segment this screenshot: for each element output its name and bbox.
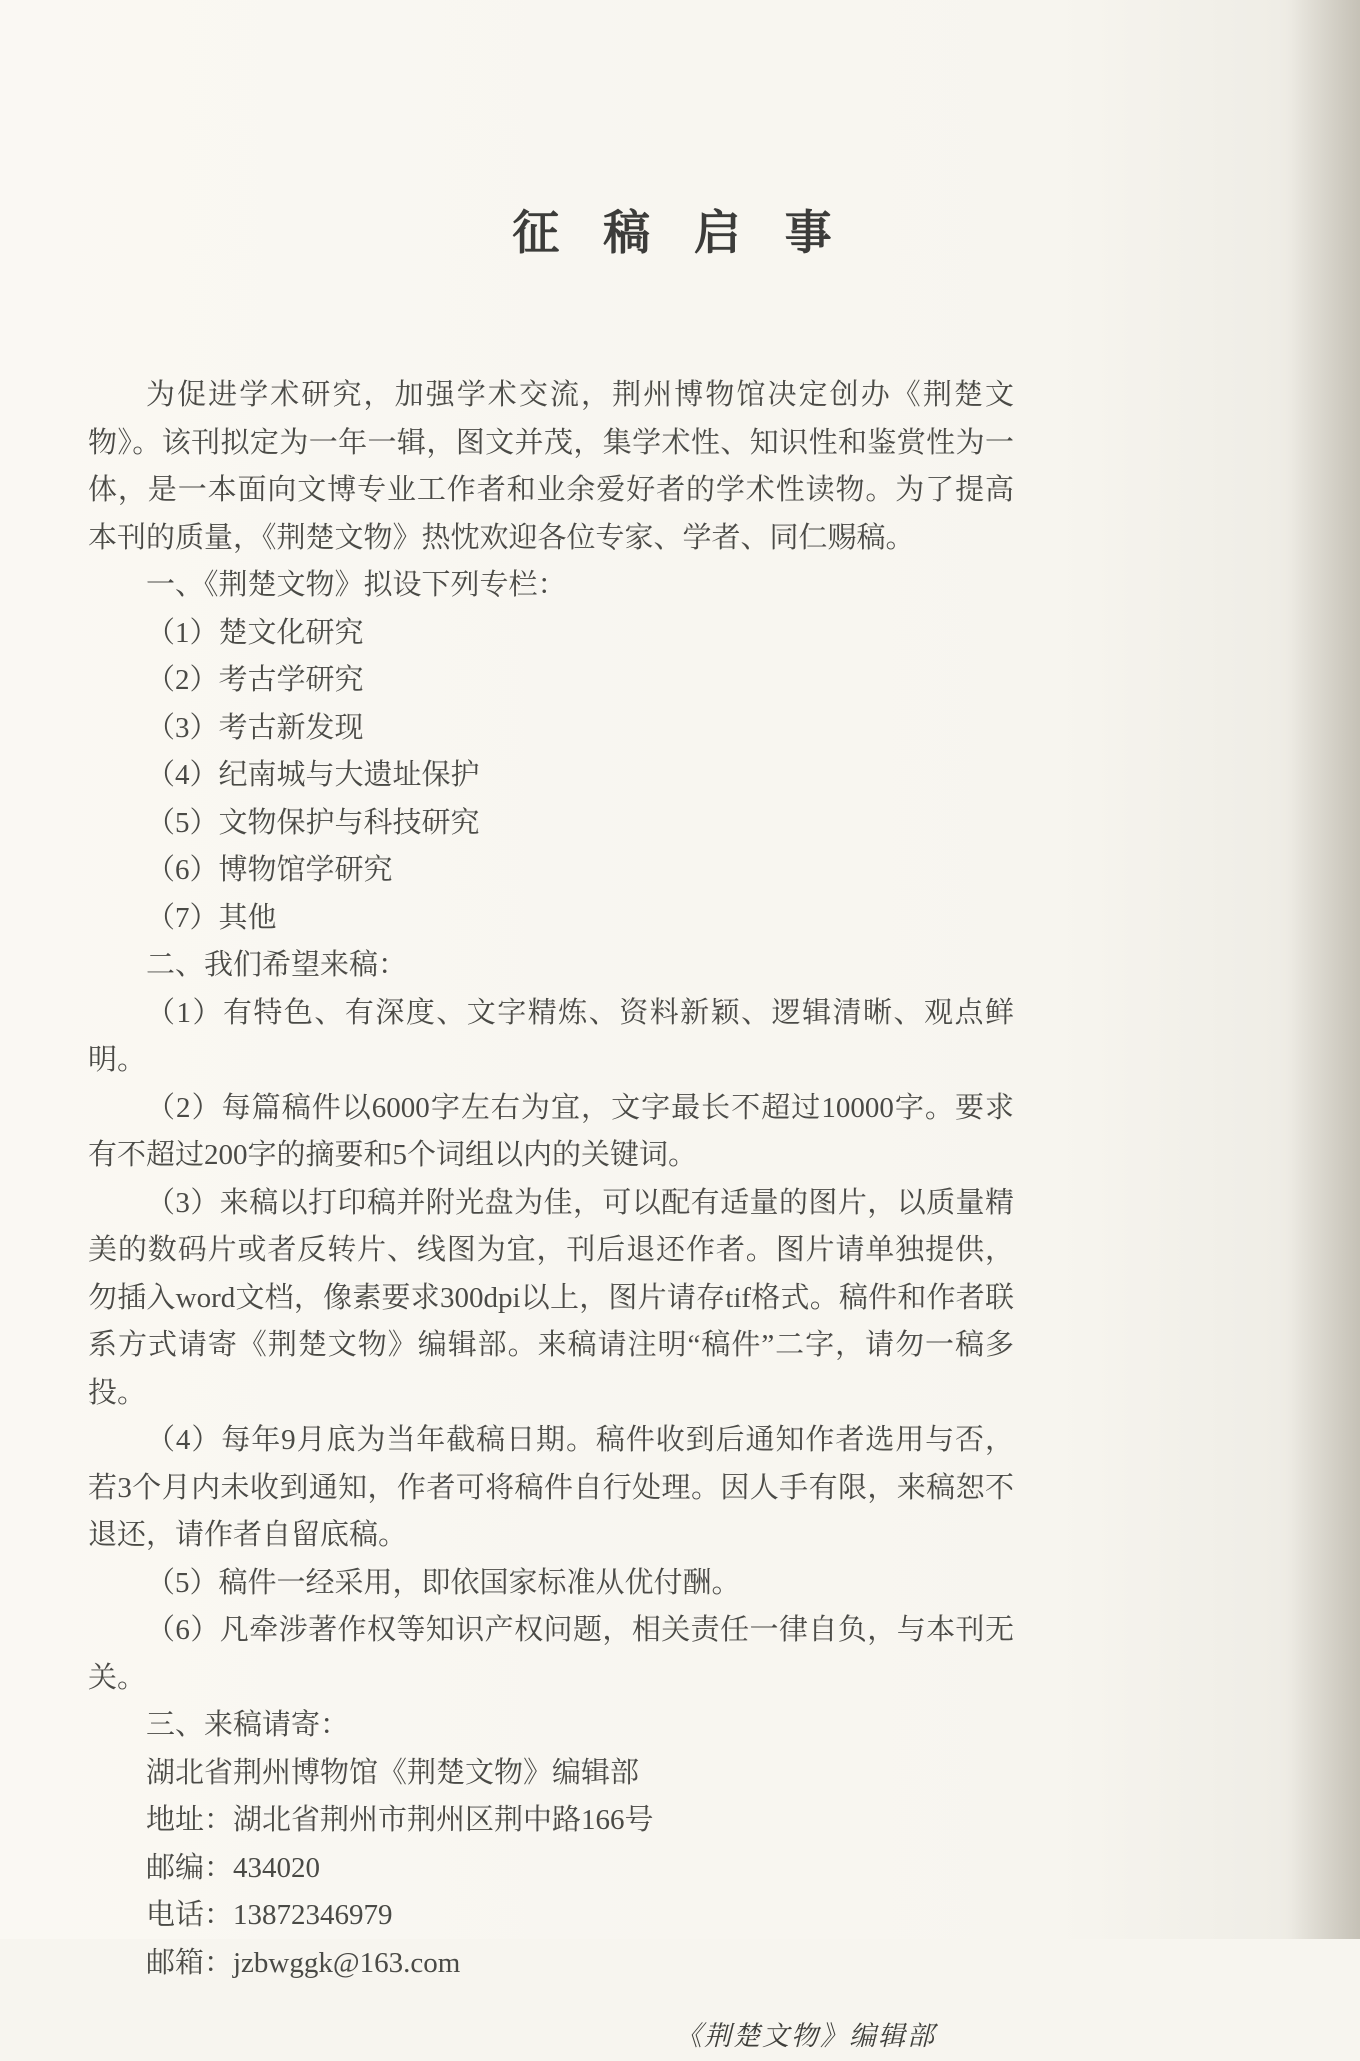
contact-line-postcode: 邮编：434020 — [146, 1851, 321, 1884]
requirement-item: （3）来稿以打印稿并附光盘为佳，可以配有适量的图片，以质量精美的数码片或者反转片、线图为宜，刊后退还作者。图片请单独提供，勿插入word文档，像素要求300dpi以上，图片请存tif格式。稿件和作者联系方式请寄《荆楚文物》编辑部。来稿请注明“稿件”二字，请勿一稿多投。 — [88, 1186, 1014, 1409]
column-item: （5）文物保护与科技研究 — [146, 806, 480, 839]
requirement-item: （6）凡牵涉著作权等知识产权问题，相关责任一律自负，与本刊无关。 — [88, 1614, 1014, 1694]
document-body — [88, 372, 1014, 2061]
signature: 《荆楚文物》编辑部 — [675, 2021, 936, 2051]
column-item: （4）纪南城与大遗址保护 — [146, 759, 480, 791]
requirement-item: （5）稿件一经采用，即依国家标准从优付酬。 — [146, 1566, 741, 1599]
contact-line-email: 邮箱：jzbwggk@163.com — [146, 1946, 461, 1979]
column-item: （3）考古新发现 — [146, 711, 364, 744]
section-columns-heading: 一、《荆楚文物》拟设下列专栏： — [146, 569, 567, 601]
page-edge-shadow — [1290, 0, 1360, 1939]
requirement-item: （4）每年9月底为当年截稿日期。稿件收到后通知作者选用与否，若3个月内未收到通知，作者可将稿件自行处理。因人手有限，来稿恕不退还，请作者自留底稿。 — [88, 1424, 1014, 1551]
contact-line-recipient: 湖北省荆州博物馆《荆楚文物》编辑部 — [146, 1756, 640, 1789]
column-item: （6）博物馆学研究 — [146, 854, 393, 886]
requirement-item: （2）每篇稿件以6000字左右为宜，文字最长不超过10000字。要求有不超过200字的摘要和5个词组以内的关键词。 — [88, 1091, 1014, 1171]
document-title: 征 稿 启 事 — [512, 208, 848, 260]
intro-paragraph: 为促进学术研究，加强学术交流，荆州博物馆决定创办《荆楚文物》。该刊拟定为一年一辑，图文并茂，集学术性、知识性和鉴赏性为一体，是一本面向文博专业工作者和业余爱好者的学术性读物。为了提高本刊的质量，《荆楚文物》热忱欢迎各位专家、学者、同仁赐稿。 — [88, 379, 1014, 554]
contact-line-address: 地址：湖北省荆州市荆州区荆中路166号 — [146, 1804, 654, 1836]
section-requirements-heading: 二、我们希望来稿： — [146, 949, 408, 981]
column-item: （1）楚文化研究 — [146, 616, 364, 649]
contact-line-phone: 电话：13872346979 — [146, 1899, 393, 1931]
column-item: （2）考古学研究 — [146, 664, 364, 696]
requirement-item: （1）有特色、有深度、文字精炼、资料新颖、逻辑清晰、观点鲜明。 — [88, 996, 1014, 1076]
section-contact-heading: 三、来稿请寄： — [146, 1709, 350, 1741]
column-item: （7）其他 — [146, 901, 277, 934]
